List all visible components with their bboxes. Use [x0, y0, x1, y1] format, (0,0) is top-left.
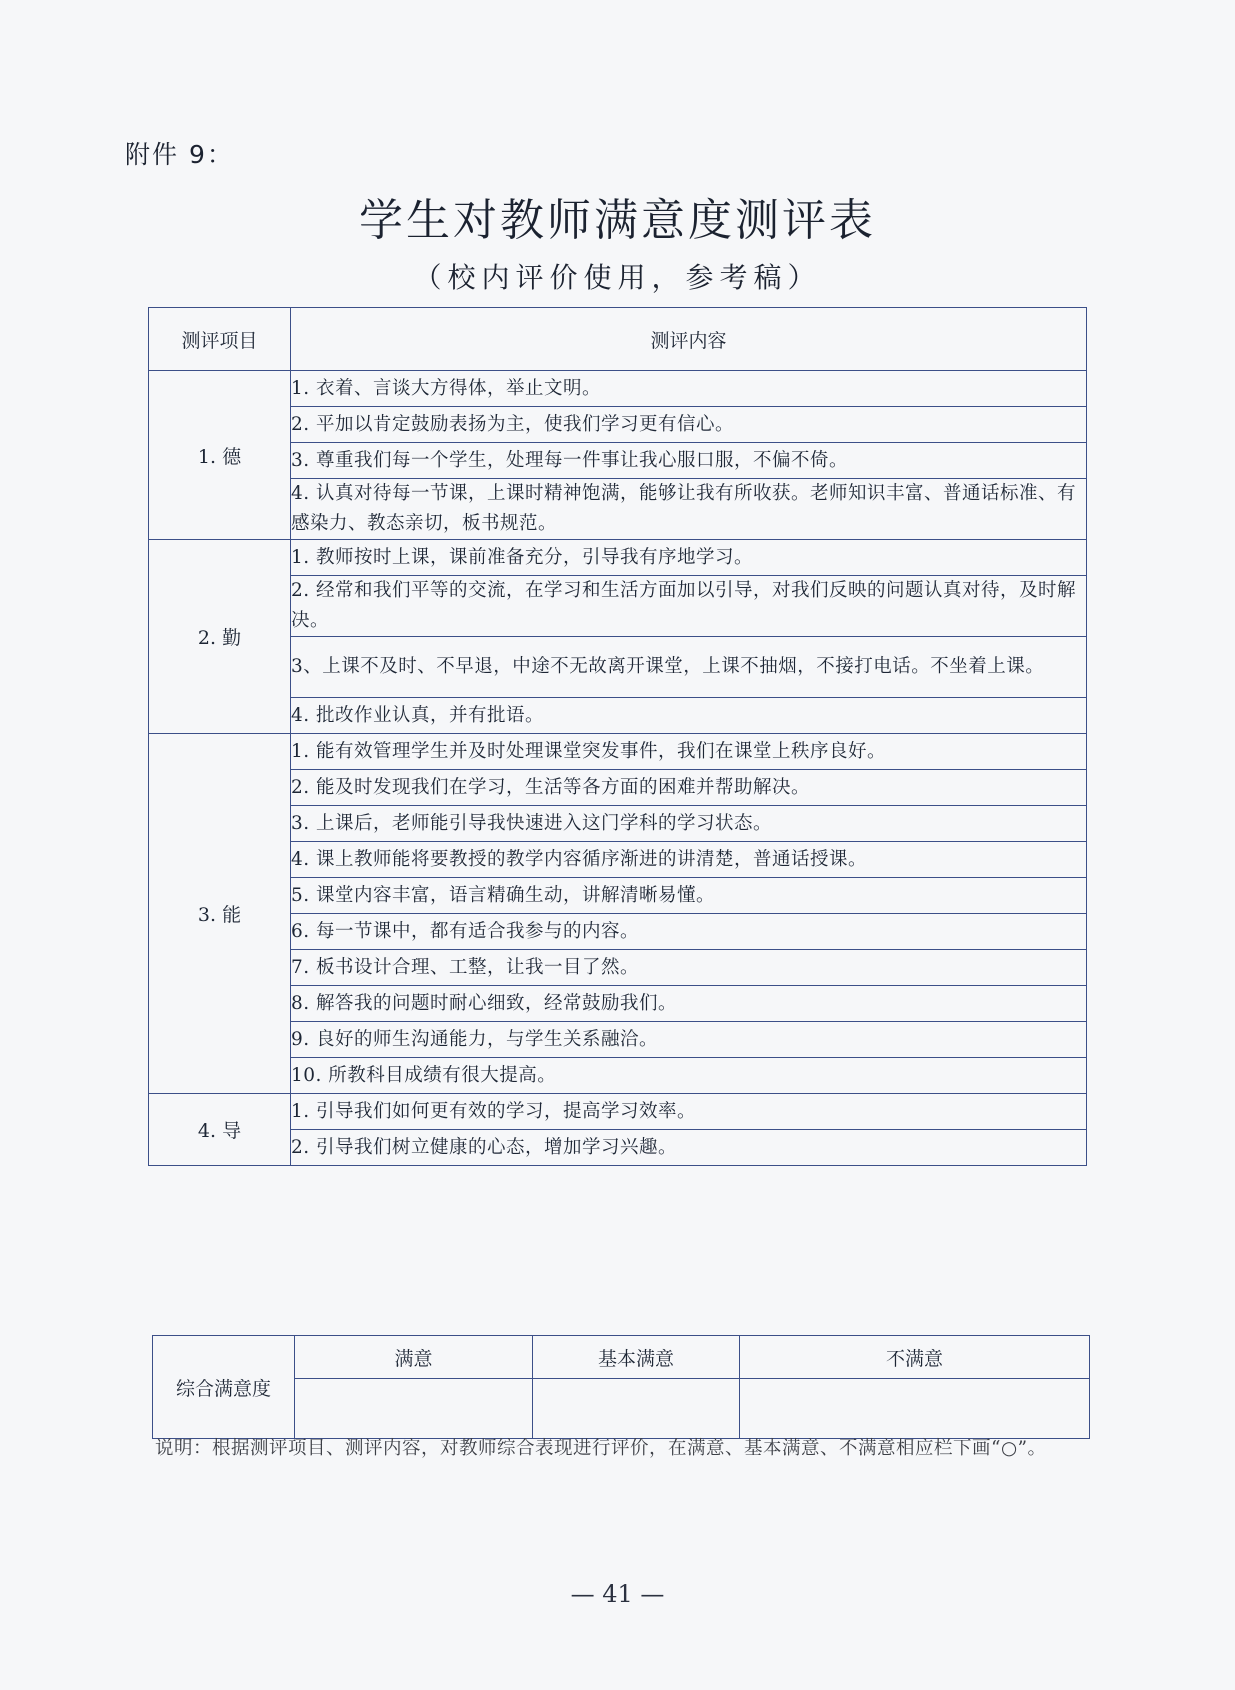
attachment-label: 附件 9：: [125, 140, 234, 169]
table-row: [149, 371, 1087, 407]
criterion-item: 2. 经常和我们平等的交流，在学习和生活方面加以引导，对我们反映的问题认真对待，及时解决。: [291, 576, 1087, 637]
page-subtitle: （校内评价使用，参考稿）: [413, 261, 822, 294]
satisfaction-table: [152, 1335, 1090, 1439]
criterion-item: 1. 教师按时上课，课前准备充分，引导我有序地学习。: [291, 540, 1087, 576]
criterion-item: 1. 能有效管理学生并及时处理课堂突发事件，我们在课堂上秩序良好。: [291, 734, 1087, 770]
criterion-item: 3、上课不及时、不早退，中途不无故离开课堂，上课不抽烟，不接打电话。不坐着上课。: [291, 637, 1087, 698]
satisfaction-label: 综合满意度: [153, 1336, 295, 1439]
col-header-content: 测评内容: [291, 308, 1087, 371]
criterion-item: 6. 每一节课中，都有适合我参与的内容。: [291, 914, 1087, 950]
page-title: 学生对教师满意度测评表: [359, 195, 876, 246]
criterion-item: 4. 认真对待每一节课，上课时精神饱满，能够让我有所收获。老师知识丰富、普通话标准、有感染力、教态亲切，板书规范。: [291, 479, 1087, 540]
criterion-item: 9. 良好的师生沟通能力，与学生关系融洽。: [291, 1022, 1087, 1058]
category-neng: 3. 能: [149, 734, 291, 1094]
criterion-item: 5. 课堂内容丰富，语言精确生动，讲解清晰易懂。: [291, 878, 1087, 914]
col-header-item: 测评项目: [149, 308, 291, 371]
criterion-item: 4. 课上教师能将要教授的教学内容循序渐进的讲清楚，普通话授课。: [291, 842, 1087, 878]
category-de: 1. 德: [149, 371, 291, 540]
criterion-item: 2. 能及时发现我们在学习，生活等各方面的困难并帮助解决。: [291, 770, 1087, 806]
table-row: [149, 734, 1087, 770]
category-dao: 4. 导: [149, 1094, 291, 1166]
mark-cell-satisfied[interactable]: [295, 1379, 533, 1439]
criterion-item: 1. 引导我们如何更有效的学习，提高学习效率。: [291, 1094, 1087, 1130]
option-unsatisfied: 不满意: [740, 1336, 1090, 1379]
criterion-item: 3. 上课后，老师能引导我快速进入这门学科的学习状态。: [291, 806, 1087, 842]
mark-cell-basically-satisfied[interactable]: [533, 1379, 740, 1439]
criterion-item: 2. 平加以肯定鼓励表扬为主，使我们学习更有信心。: [291, 407, 1087, 443]
option-satisfied: 满意: [295, 1336, 533, 1379]
table-header-row: [149, 308, 1087, 371]
table-row: [149, 1094, 1087, 1130]
satisfaction-header-row: [153, 1336, 1090, 1379]
option-basically-satisfied: 基本满意: [533, 1336, 740, 1379]
criterion-item: 1. 衣着、言谈大方得体，举止文明。: [291, 371, 1087, 407]
criterion-item: 2. 引导我们树立健康的心态，增加学习兴趣。: [291, 1130, 1087, 1166]
page-number: — 41 —: [570, 1580, 665, 1608]
criterion-item: 8. 解答我的问题时耐心细致，经常鼓励我们。: [291, 986, 1087, 1022]
category-qin: 2. 勤: [149, 540, 291, 734]
criterion-item: 10. 所教科目成绩有很大提高。: [291, 1058, 1087, 1094]
criterion-item: 4. 批改作业认真，并有批语。: [291, 698, 1087, 734]
criterion-item: 3. 尊重我们每一个学生，处理每一件事让我心服口服，不偏不倚。: [291, 443, 1087, 479]
instruction-note: 说明：根据测评项目、测评内容，对教师综合表现进行评价，在满意、基本满意、不满意相应栏下画“○”。: [155, 1438, 1047, 1459]
table-row: [149, 540, 1087, 576]
criterion-item: 7. 板书设计合理、工整，让我一目了然。: [291, 950, 1087, 986]
evaluation-table: [148, 307, 1087, 1166]
mark-cell-unsatisfied[interactable]: [740, 1379, 1090, 1439]
